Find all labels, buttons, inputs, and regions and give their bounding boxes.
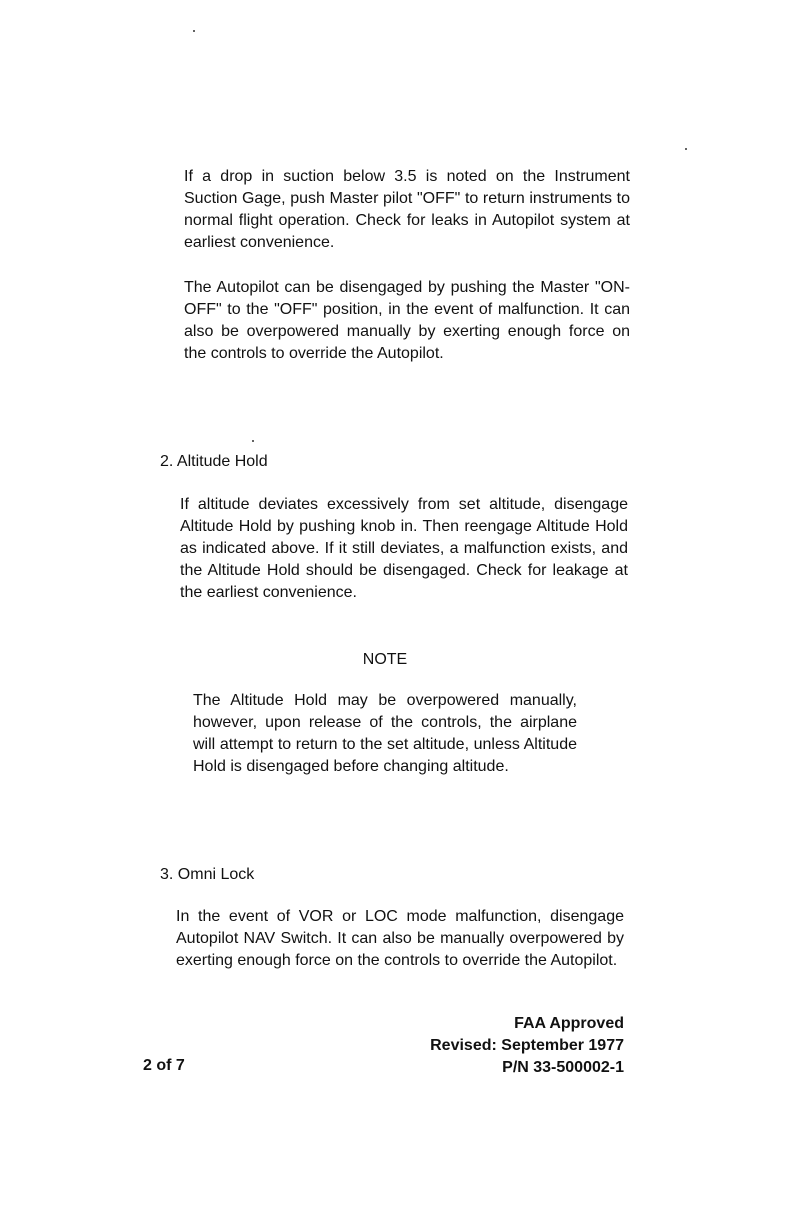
- scan-speck: [193, 30, 195, 32]
- page-number: 2 of 7: [143, 1057, 185, 1074]
- section-heading-altitude-hold: 2. Altitude Hold: [160, 453, 268, 470]
- section-heading-omni-lock: 3. Omni Lock: [160, 866, 255, 883]
- note-body: The Altitude Hold may be overpowered manually, however, upon release of the controls, the airplane will attempt to return to the set altitude, unless Altitude Hold is disengaged before changing altitude.: [193, 692, 577, 775]
- part-number: P/N 33-500002-1: [502, 1059, 624, 1076]
- revision-date: Revised: September 1977: [430, 1037, 624, 1054]
- paragraph-suction-check: If a drop in suction below 3.5 is noted on the Instrument Suction Gage, push Master pilot "OFF" to return instruments to normal flight operation. Check for leaks in Autopilot system at earliest convenience.: [184, 168, 630, 251]
- scan-speck: [252, 440, 254, 442]
- faa-approved-label: FAA Approved: [514, 1015, 624, 1032]
- paragraph-omni-lock: In the event of VOR or LOC mode malfunction, disengage Autopilot NAV Switch. It can also be manually overpowered by exerting enough force on the controls to override the Autopilot.: [176, 908, 624, 969]
- scan-speck: [685, 148, 687, 150]
- note-title: NOTE: [362, 651, 408, 668]
- paragraph-autopilot-disengage: The Autopilot can be disengaged by pushing the Master "ON-OFF" to the "OFF" position, in the event of malfunction. It can also be overpowered manually by exerting enough force on the controls to override the Autopilot.: [184, 279, 630, 362]
- paragraph-altitude-hold: If altitude deviates excessively from set altitude, disengage Altitude Hold by pushing knob in. Then reengage Altitude Hold as indicated above. If it still deviates, a malfunction exists, and the Altitude Hold should be disengaged. Check for leakage at the earliest convenience.: [180, 496, 628, 601]
- footer-approval-block: [430, 1013, 624, 1079]
